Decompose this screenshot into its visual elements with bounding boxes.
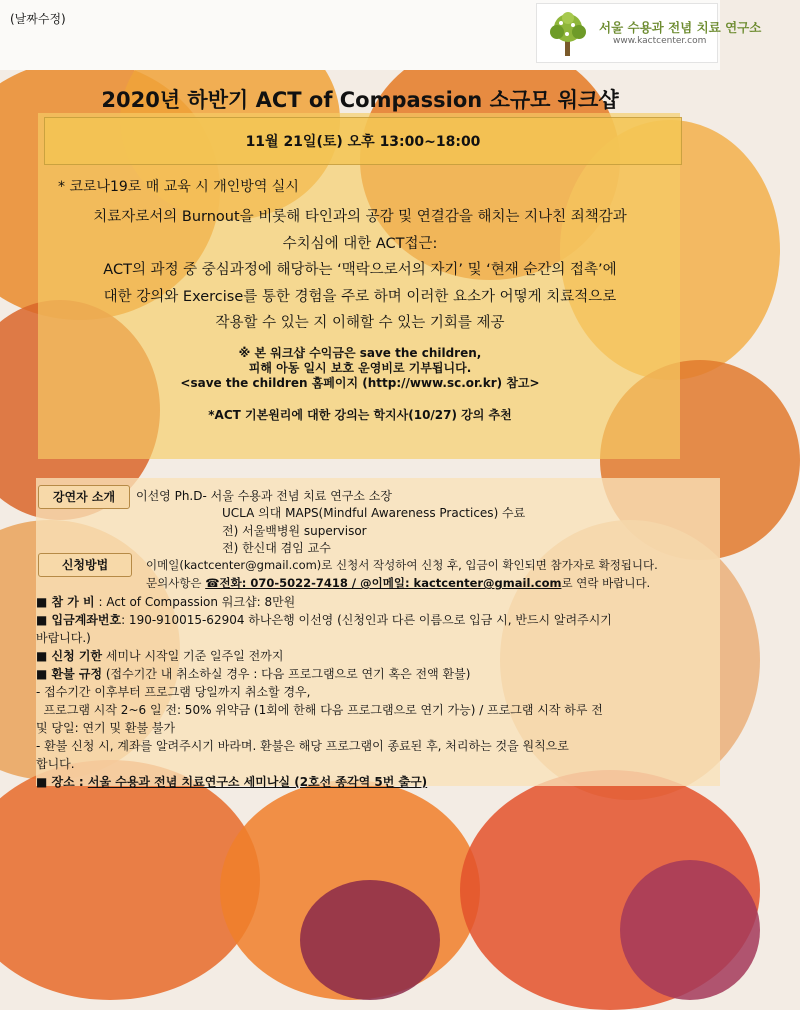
speaker-line: 전) 한신대 겸임 교수 [222, 540, 331, 555]
fee-item [36, 593, 692, 611]
deadline-text: 세미나 시작일 기준 일주일 전까지 [102, 649, 284, 663]
speaker-info [136, 488, 525, 557]
registration-details [36, 593, 692, 791]
application-info [146, 556, 658, 592]
account-label: ■ 입금계좌번호 [36, 613, 122, 627]
tree-icon [543, 10, 593, 58]
speaker-line: UCLA 의대 MAPS(Mindful Awareness Practices) 수료 [222, 506, 526, 521]
deadline-item [36, 647, 692, 665]
logo-url: www.kactcenter.com [613, 36, 707, 46]
description-line: ACT의 과정 중 중심과정에 해당하는 ‘맥락으로서의 자기’ 및 ‘현재 순간의 접촉’에 [103, 262, 617, 278]
contact-prefix: 문의사항은 [146, 576, 206, 590]
refund-line: 합니다. [36, 757, 75, 771]
account-item-cont: 바랍니다.) [36, 631, 91, 645]
refund-line: - 접수기간 이후부터 프로그램 당일까지 취소할 경우, [36, 685, 311, 699]
refund-item [36, 665, 692, 683]
description-line: 작용할 수 있는 지 이해할 수 있는 기회를 제공 [215, 315, 505, 331]
location-label: ■ 장소 : [36, 775, 88, 789]
lecture-recommendation: *ACT 기본원리에 대한 강의는 학지사(10/27) 강의 추천 [208, 408, 512, 422]
schedule-text: 11월 21일(토) 오후 13:00~18:00 [245, 134, 481, 150]
application-line: 이메일(kactcenter@gmail.com)로 신청서 작성하여 신청 후, 입금이 확인되면 참가자로 확정됩니다. [146, 558, 658, 572]
institute-logo [536, 3, 762, 63]
description-line: 대한 강의와 Exercise를 통한 경험을 주로 하며 이러한 요소가 어떻게 치료적으로 [103, 288, 617, 305]
refund-line: - 환불 신청 시, 계좌를 알려주시기 바라며. 환불은 해당 프로그램이 종료된 후, 처리하는 것을 원칙으로 [36, 739, 569, 753]
refund-line: 프로그램 시작 2~6 일 전: 50% 위약금 (1회에 한해 다음 프로그램으로 연기 가능) / 프로그램 시작 하루 전 [36, 703, 603, 717]
donation-line: <save the children 홈페이지 (http://www.sc.or.kr) 참고> [180, 376, 540, 390]
covid-note: * 코로나19로 매 교육 시 개인방역 실시 [58, 179, 299, 195]
contact-suffix: 로 연락 바랍니다. [561, 576, 651, 590]
description-line: 치료자로서의 Burnout을 비롯해 타인과의 공감 및 연결감을 해치는 지나친 죄책감과 [93, 209, 627, 225]
contact-details[interactable]: ☎전화: 070-5022-7418 / @이메일: kactcenter@gmail.com [205, 576, 562, 590]
location-text: 서울 수용과 전념 치료연구소 세미나실 (2호선 종각역 5번 출구) [87, 775, 428, 789]
location-item [36, 773, 692, 791]
description-line: 수치심에 대한 ACT접근: [282, 235, 438, 252]
account-item [36, 611, 692, 629]
contact-line [146, 574, 658, 592]
donation-line: 피해 아동 일시 보호 운영비로 기부됩니다. [248, 361, 472, 375]
donation-line: ※ 본 워크샵 수익금은 save the children, [238, 346, 482, 360]
speaker-line: 전) 서울백병원 supervisor [222, 523, 367, 538]
date-revised-note: (날짜수정) [10, 12, 66, 26]
refund-label: ■ 환불 규정 [36, 667, 103, 681]
refund-line: 및 당일: 연기 및 환불 불가 [36, 721, 176, 735]
speaker-line: 이선영 Ph.D- 서울 수용과 전념 치료 연구소 소장 [136, 489, 392, 503]
speaker-label: 강연자 소개 [38, 485, 130, 509]
fee-label: ■ 참 가 비 [36, 595, 95, 609]
page-title: 2020년 하반기 ACT of Compassion 소규모 워크샵 [101, 88, 619, 112]
workshop-description [60, 204, 660, 337]
deadline-label: ■ 신청 기한 [36, 649, 103, 663]
donation-notice [60, 346, 660, 391]
account-text: : 190-910015-62904 하나은행 이선영 (신청인과 다른 이름으로 입금 시, 반드시 알려주시기 [121, 613, 612, 627]
fee-text: : Act of Compassion 워크샵: 8만원 [94, 595, 296, 609]
schedule-bar [44, 117, 682, 165]
application-label: 신청방법 [38, 553, 132, 577]
logo-name: 서울 수용과 전념 치료 연구소 [599, 20, 762, 35]
refund-intro: (접수기간 내 취소하실 경우 : 다음 프로그램으로 연기 혹은 전액 환불) [102, 667, 471, 681]
